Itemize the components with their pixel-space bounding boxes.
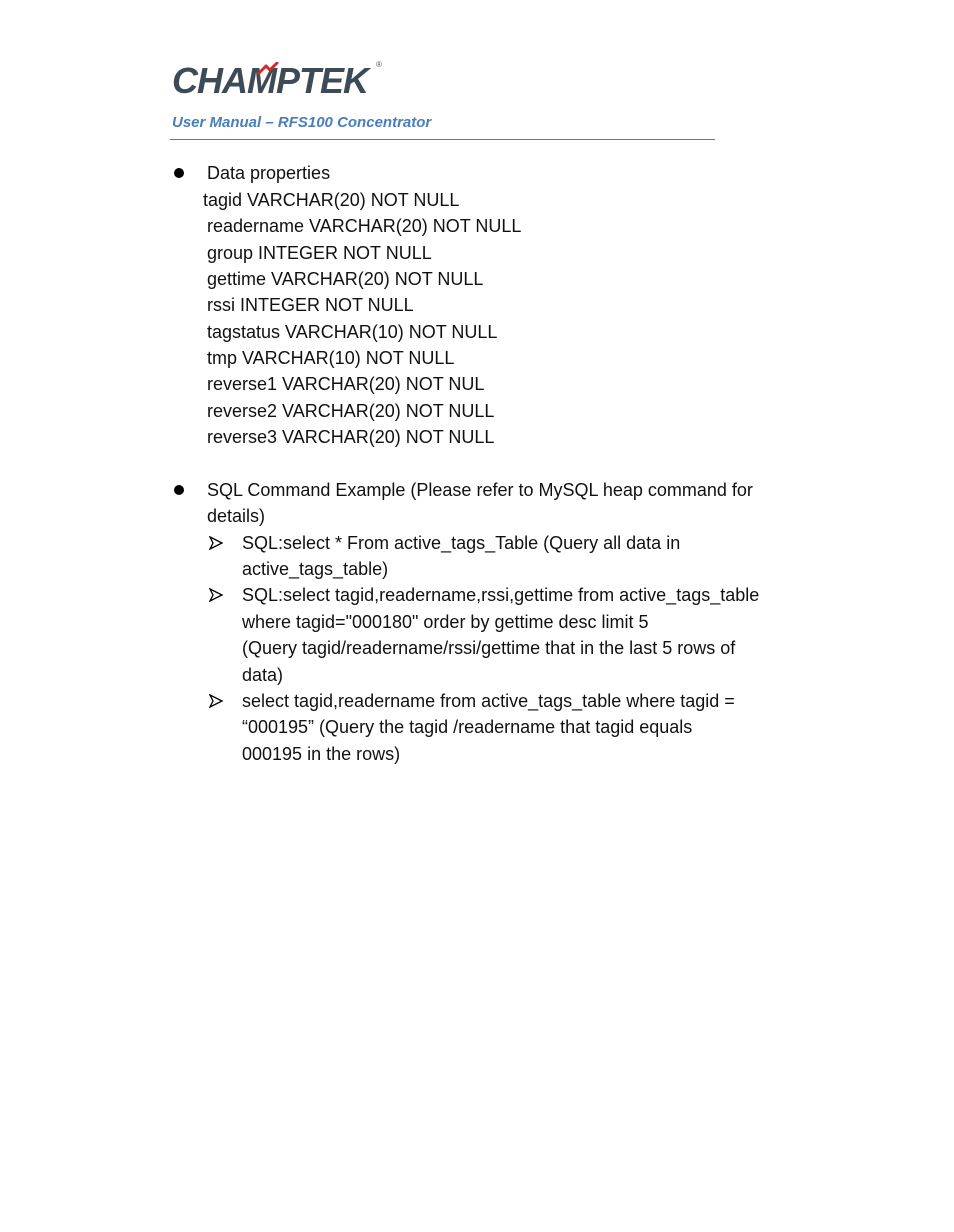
sql-example-3-line-1: select tagid,readername from active_tags_table where tagid = [242,691,735,711]
sql-example-2-line-4: data) [242,665,284,685]
arrow-bullet-icon [209,536,223,550]
section-heading-sql-cont: details) [207,506,266,526]
sql-example-1-line-2: active_tags_table) [242,559,389,579]
sql-example-2-line-3: (Query tagid/readername/rssi/gettime that in the last 5 rows of [242,638,736,658]
arrow-bullet-icon [209,588,223,602]
header-divider [170,139,715,140]
field-reverse2: reverse2 VARCHAR(20) NOT NULL [207,401,495,421]
champtek-logo [172,60,387,102]
sql-example-2-line-2: where tagid="000180" order by gettime desc limit 5 [242,612,649,632]
field-reverse1: reverse1 VARCHAR(20) NOT NUL [207,374,485,394]
logo-wordmark: CHAMPTEK [172,60,368,101]
sql-example-3-line-3: 000195 in the rows) [242,744,401,764]
field-gettime: gettime VARCHAR(20) NOT NULL [207,269,484,289]
field-rssi: rssi INTEGER NOT NULL [207,295,414,315]
bullet-icon [174,168,184,178]
sql-example-1-line-1: SQL:select * From active_tags_Table (Query all data in [242,533,681,553]
field-tmp: tmp VARCHAR(10) NOT NULL [207,348,455,368]
field-tagstatus: tagstatus VARCHAR(10) NOT NULL [207,322,498,342]
sql-example-2-line-1: SQL:select tagid,readername,rssi,gettime from active_tags_table [242,585,760,605]
field-group: group INTEGER NOT NULL [207,243,432,263]
field-tagid: tagid VARCHAR(20) NOT NULL [203,190,460,210]
field-readername: readername VARCHAR(20) NOT NULL [207,216,522,236]
sql-example-3-line-2: “000195” (Query the tagid /readername that tagid equals [242,717,693,737]
field-reverse3: reverse3 VARCHAR(20) NOT NULL [207,427,495,447]
logo-accent-icon [257,62,279,76]
section-heading-sql: SQL Command Example (Please refer to MySQL heap command for [207,480,753,500]
section-heading-data-properties: Data properties [207,163,331,183]
bullet-icon [174,485,184,495]
manual-subtitle: User Manual – RFS100 Concentrator [172,114,432,131]
arrow-bullet-icon [209,694,223,708]
registered-mark: ® [376,60,382,69]
